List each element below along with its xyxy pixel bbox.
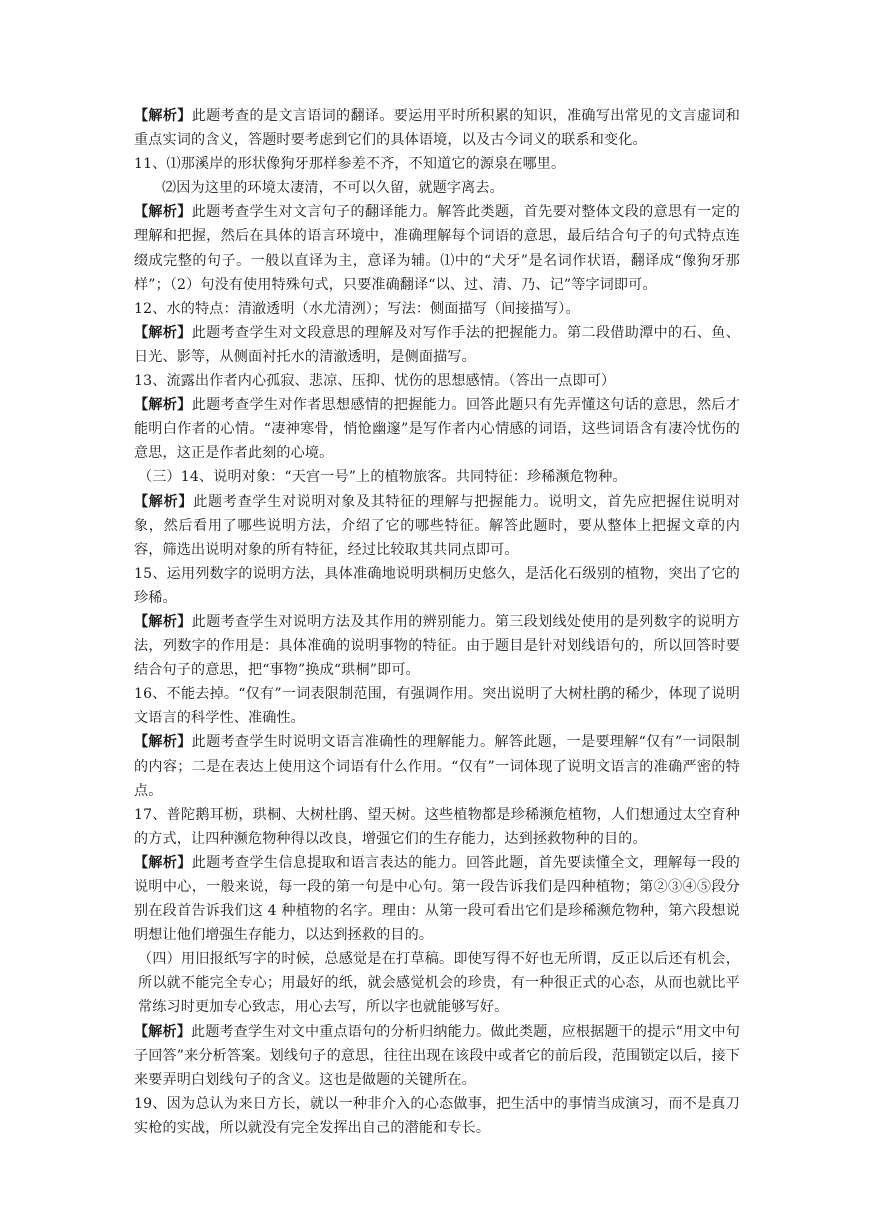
answer-16: 16、不能去掉。“仅有”一词表限制范围，有强调作用。突出说明了大树杜鹃的稀少，体现了说明文语言的科学性、准确性。 bbox=[134, 686, 740, 727]
paragraph-text: 此题考查学生对文中重点语句的分析归纳能力。做此类题，应根据题干的提示“用文中句子回答”来分析答案。划线句子的意思，往往出现在该段中或者它的前后段，范围锁定以后，接下来要弄明白划线句子的含义。这也是做题的关键所在。 bbox=[134, 1023, 740, 1088]
analysis-paragraph bbox=[134, 393, 740, 465]
analysis-tag: 【解析】 bbox=[134, 854, 192, 871]
answer-17: 17、普陀鹅耳枥，珙桐、大树杜鹃、望天树。这些植物都是珍稀濒危植物，人们想通过太空育种的方式，让四种濒危物种得以改良，增强它们的生存能力，达到拯救物种的目的。 bbox=[134, 806, 740, 847]
analysis-tag: 【解析】 bbox=[134, 324, 192, 341]
paragraph-text: 此题考查学生信息提取和语言表达的能力。回答此题，首先要读懂全文，理解每一段的说明中心，一般来说，每一段的第一句是中心句。第一段告诉我们是四种植物；第②③④⑤段分别在段首告诉我们这 4 种植物的名字。理由：从第一段可看出它们是珍稀濒危物种，第六段想说明想让他们增强生存能力，以达到拯救的目的。 bbox=[134, 854, 740, 944]
analysis-tag: 【解析】 bbox=[134, 734, 192, 751]
answer-section-4: （四）用旧报纸写字的时候，总感觉是在打草稿。即使写得不好也无所谓，反正以后还有机会，所以就不能完全专心；用最好的纸，就会感觉机会的珍贵，有一种很正式的心态，从而也就比平常练习时更加专心致志，用心去写，所以字也就能够写好。 bbox=[138, 951, 740, 1016]
analysis-paragraph bbox=[134, 321, 740, 369]
analysis-tag: 【解析】 bbox=[134, 613, 192, 630]
paragraph-text: 此题考查学生对文段意思的理解及对写作手法的把握能力。第二段借助潭中的石、鱼、日光、影等，从侧面衬托水的清澈透明，是侧面描写。 bbox=[134, 324, 740, 365]
analysis-tag: 【解析】 bbox=[134, 493, 194, 510]
answer-14: （三）14、说明对象：“天宫一号”上的植物旅客。共同特征：珍稀濒危物种。 bbox=[138, 469, 627, 486]
analysis-paragraph bbox=[134, 104, 740, 152]
analysis-paragraph bbox=[134, 490, 740, 562]
analysis-tag: 【解析】 bbox=[134, 108, 192, 124]
answer-11-part-2: ⑵因为这里的环境太凄清，不可以久留，就题字离去。 bbox=[162, 180, 504, 197]
answer-12: 12、水的特点：清澈透明（水尤清洌）；写法：侧面描写（间接描写）。 bbox=[134, 300, 580, 317]
document-page bbox=[134, 104, 740, 1140]
analysis-paragraph bbox=[134, 851, 740, 947]
answer-19: 19、因为总认为来日方长，就以一种非介入的心态做事，把生活中的事情当成演习，而不是真刀实枪的实战，所以就没有完全发挥出自己的潜能和专长。 bbox=[134, 1095, 740, 1136]
analysis-tag: 【解析】 bbox=[134, 1023, 192, 1040]
paragraph-text: 此题考查学生时说明文语言准确性的理解能力。解答此题，一是要理解“仅有”一词限制的内容；二是在表达上使用这个词语有什么作用。“仅有”一词体现了说明文语言的准确严密的特点。 bbox=[134, 734, 740, 799]
analysis-paragraph bbox=[134, 1020, 740, 1092]
answer-15: 15、运用列数字的说明方法，具体准确地说明珙桐历史悠久，是活化石级别的植物，突出了它的珍稀。 bbox=[134, 565, 740, 606]
paragraph-text: 此题考查学生对说明对象及其特征的理解与把握能力。说明文，首先应把握住说明对象，然后看用了哪些说明方法，介绍了它的哪些特征。解答此题时，要从整体上把握文章的内容，筛选出说明对象的所有特征，经过比较取其共同点即可。 bbox=[134, 493, 741, 558]
paragraph-text: 此题考查学生对说明方法及其作用的辨别能力。第三段划线处使用的是列数字的说明方法，列数字的作用是：具体准确的说明事物的特征。由于题目是针对划线语句的，所以回答时要结合句子的意思，把“事物”换成“珙桐”即可。 bbox=[134, 613, 740, 679]
answer-11-part-1: 11、⑴那溪岸的形状像狗牙那样参差不齐，不知道它的源泉在哪里。 bbox=[134, 156, 566, 173]
analysis-tag: 【解析】 bbox=[134, 204, 192, 221]
paragraph-text: 此题考查学生对作者思想感情的把握能力。回答此题只有先弄懂这句话的意思，然后才能明白作者的心情。“凄神寒骨，悄怆幽邃”是写作者内心情感的词语，这些词语含有凄冷忧伤的意思，这正是作者此刻的心境。 bbox=[134, 397, 740, 462]
paragraph-text: 此题考查的是文言语词的翻译。要运用平时所积累的知识，准确写出常见的文言虚词和重点实词的含义，答题时要考虑到它们的具体语境，以及古今词义的联系和变化。 bbox=[134, 108, 740, 149]
paragraph-text: 此题考查学生对文言句子的翻译能力。解答此类题，首先要对整体文段的意思有一定的理解和把握，然后在具体的语言环境中，准确理解每个词语的意思，最后结合句子的句式特点连缀成完整的句子。一般以直译为主，意译为辅。⑴中的“犬牙”是名词作状语，翻译成“像狗牙那样”；（2）句没有使用特殊句式，只要准确翻译“以、过、清、乃、记”等字词即可。 bbox=[134, 204, 740, 293]
analysis-paragraph bbox=[134, 610, 740, 682]
analysis-tag: 【解析】 bbox=[134, 397, 192, 414]
analysis-paragraph bbox=[134, 200, 740, 296]
analysis-paragraph bbox=[134, 730, 740, 802]
answer-13: 13、流露出作者内心孤寂、悲凉、压抑、忧伤的思想感情。（答出一点即可） bbox=[134, 373, 616, 390]
